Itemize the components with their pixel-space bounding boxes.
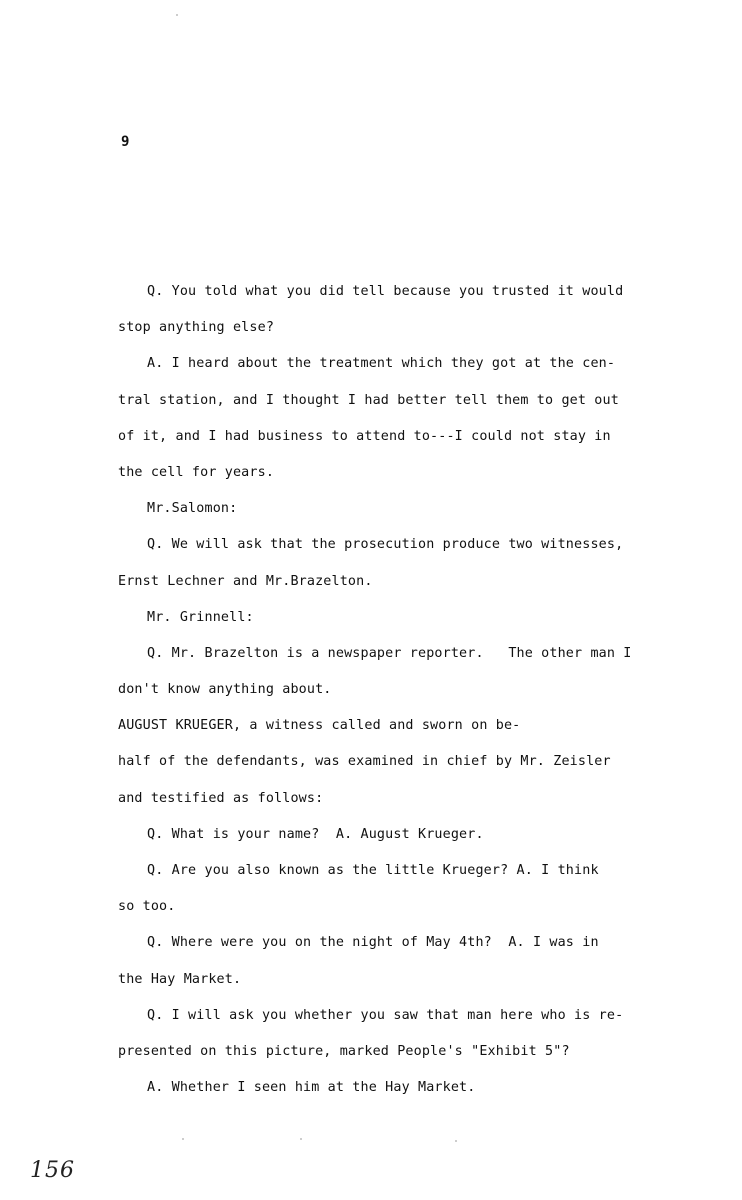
text-line: A. Whether I seen him at the Hay Market. bbox=[147, 1080, 476, 1096]
text-line: presented on this picture, marked People's "Exhibit 5"? bbox=[118, 1043, 570, 1059]
text-line: Q. Mr. Brazelton is a newspaper reporter. The other man I bbox=[147, 645, 632, 661]
text-line: Q. You told what you did tell because you trusted it would bbox=[147, 284, 624, 299]
paper-speck bbox=[182, 1138, 184, 1140]
paper-speck bbox=[176, 14, 178, 16]
text-line: stop anything else? bbox=[118, 320, 275, 336]
paper-speck bbox=[300, 1138, 302, 1140]
text-line: A. I heard about the treatment which they got at the cen- bbox=[147, 356, 616, 372]
speaker-label: Mr.Salomon: bbox=[147, 501, 238, 517]
text-line: tral station, and I thought I had better tell them to get out bbox=[118, 392, 619, 408]
handwritten-page-number: 156 bbox=[30, 1158, 75, 1183]
text-line: Ernst Lechner and Mr.Brazelton. bbox=[118, 573, 373, 589]
text-line: Q. Where were you on the night of May 4th? A. I was in bbox=[147, 935, 599, 951]
page-number: 9 bbox=[121, 134, 130, 150]
text-line: Q. What is your name? A. August Krueger. bbox=[147, 826, 484, 842]
text-line: the cell for years. bbox=[118, 464, 275, 480]
text-line: Q. I will ask you whether you saw that man here who is re- bbox=[147, 1007, 624, 1023]
witness-intro-line: AUGUST KRUEGER, a witness called and sworn on be- bbox=[118, 718, 521, 734]
text-line: the Hay Market. bbox=[118, 971, 242, 987]
text-line: half of the defendants, was examined in chief by Mr. Zeisler bbox=[118, 754, 611, 770]
text-line: Q. Are you also known as the little Krueger? A. I think bbox=[147, 863, 599, 878]
text-line: and testified as follows: bbox=[118, 790, 324, 806]
speaker-label: Mr. Grinnell: bbox=[147, 609, 254, 625]
text-line: of it, and I had business to attend to---I could not stay in bbox=[118, 428, 611, 444]
text-line: Q. We will ask that the prosecution produce two witnesses, bbox=[147, 537, 624, 553]
transcript-body bbox=[118, 278, 708, 1110]
text-line: so too. bbox=[118, 899, 176, 915]
paper-speck bbox=[455, 1140, 457, 1142]
text-line: don't know anything about. bbox=[118, 682, 332, 698]
